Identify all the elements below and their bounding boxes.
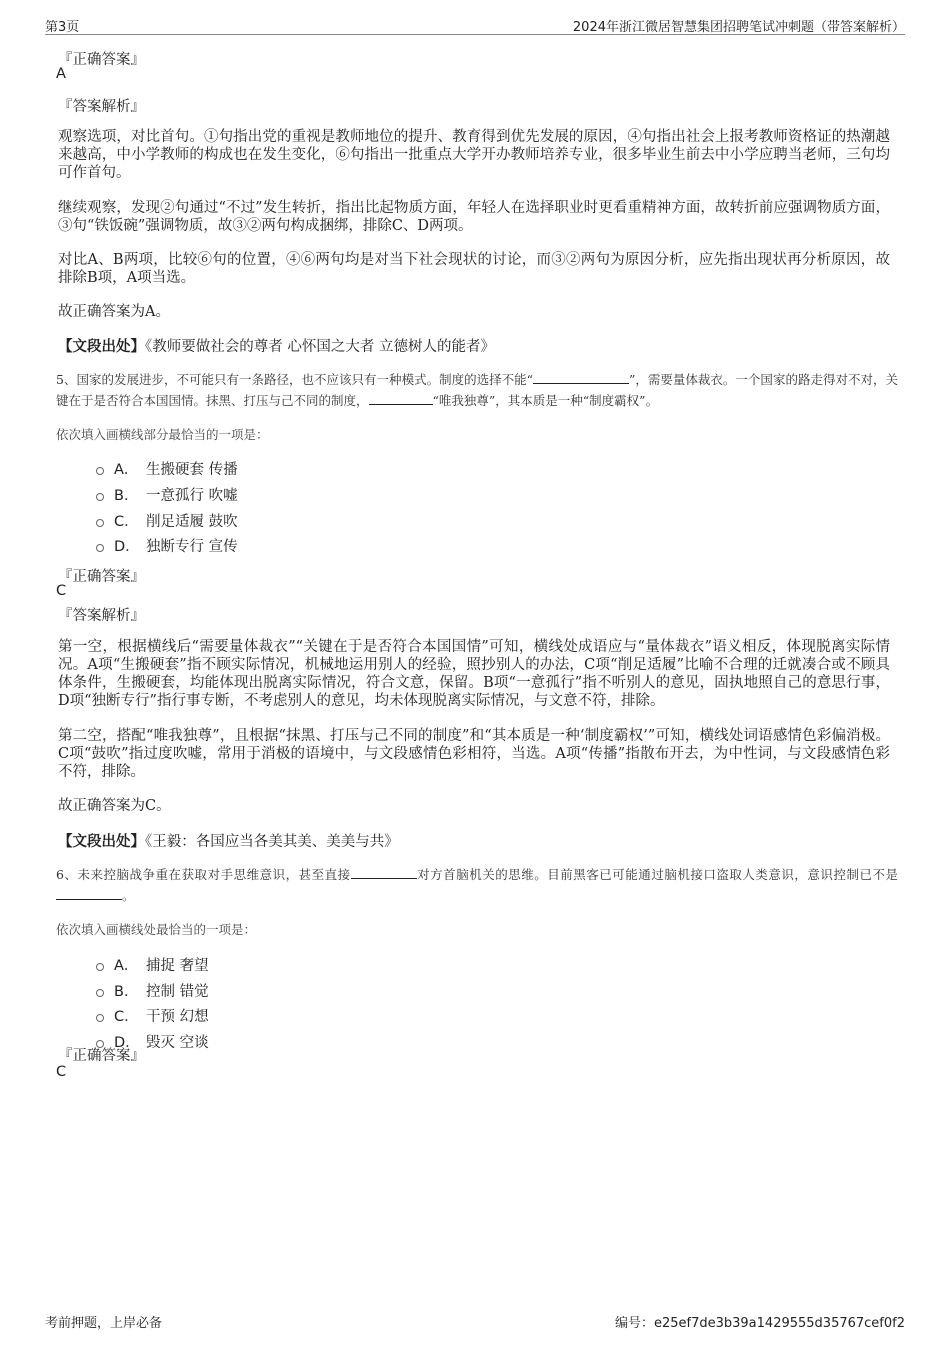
- q4-conclusion: 故正确答案为A。: [58, 304, 170, 320]
- q5-analysis-p2: 第二空，搭配“唯我独尊”，且根据“抹黑、打压与己不同的制度”和“其本质是一种‘制度霸权’”可知，横线处词语感情色彩偏消极。C项“鼓吹”指过度吹嘘，常用于消极的语境中，与文段感情色彩相符，当选。A项“传播”指散布开去，为中性词，与文段感情色彩不符，排除。: [58, 728, 890, 780]
- q6-instruction: 依次填入画横线处最恰当的一项是：: [56, 922, 257, 937]
- q6-stem: 6、未来控脑战争重在获取对手思维意识，甚至直接 对方首脑机关的思维。目前黑客已可能通过脑机接口盗取人类意识，意识控制已不是。: [56, 867, 898, 903]
- q5-option-d[interactable]: D． 独断专行 宣传: [96, 535, 238, 555]
- q5-stem: 5、国家的发展进步，不可能只有一条路径，也不应该只有一种模式。制度的选择不能“ ”，需要量体裁衣。一个国家的路走得对不对，关键在于是否符合本国国情。抹黑、打压与己不同的制度， “唯我独尊”，其本质是一种“制度霸权”。: [56, 372, 898, 408]
- q5-instruction: 依次填入画横线部分最恰当的一项是：: [56, 427, 269, 442]
- q5-option-b[interactable]: B． 一意孤行 吹嘘: [96, 484, 238, 504]
- radio-icon[interactable]: [96, 493, 104, 501]
- q6-blank-2: [56, 887, 122, 900]
- radio-icon[interactable]: [96, 467, 104, 475]
- document-title: 2024年浙江微居智慧集团招聘笔试冲刺题（带答案解析）: [572, 20, 905, 35]
- q5-blank-1: [533, 371, 629, 384]
- q4-source-title: 《教师要做社会的尊者 心怀国之大者 立德树人的能者》: [145, 339, 495, 355]
- q5-analysis-p1: 第一空，根据横线后“需要量体裁衣”“关键在于是否符合本国国情”可知，横线处成语应与“量体裁衣”语义相反，体现脱离实际情况。A项“生搬硬套”指不顾实际情况，机械地运用别人的经验，照抄别人的办法，C项“削足适履”比喻不合理的迁就凑合或不顾具体条件，生搬硬套，均能体现出脱离实际情况，符合文意，保留。B项“一意孤行”指不听别人的意见，固执地照自己的意思行事，D项“独断专行”指行事专断，不考虑别人的意见，均未体现脱离实际情况，与文意不符，排除。: [58, 639, 890, 709]
- q6-option-d[interactable]: D． 毁灭 空谈: [96, 1031, 209, 1051]
- page-number: 第3页: [45, 20, 80, 35]
- q5-source: [58, 830, 399, 851]
- q4-analysis-p3: 对比A、B两项，比较⑥句的位置，④⑥两句均是对当下社会现状的讨论，而③②两句为原因分析，应先指出现状再分析原因，故排除B项，A项当选。: [58, 252, 890, 286]
- q4-source: [58, 335, 495, 356]
- q6-option-c[interactable]: C． 干预 幻想: [96, 1005, 209, 1025]
- q6-option-b[interactable]: B． 控制 错觉: [96, 980, 209, 1000]
- q4-analysis-label: 『答案解析』: [58, 99, 145, 115]
- radio-icon[interactable]: [96, 1014, 104, 1022]
- document-id: 编号：e25ef7de3b39a1429555d35767cef0f2: [614, 1316, 905, 1331]
- q4-analysis-p2: 继续观察，发现②句通过“不过”发生转折，指出比起物质方面，年轻人在选择职业时更看重精神方面，故转折前应强调物质方面，③句“铁饭碗”强调物质，故③②两句构成捆绑，排除C、D两项。: [58, 200, 890, 234]
- q4-source-label: 【文段出处】: [58, 338, 145, 355]
- radio-icon[interactable]: [96, 519, 104, 527]
- q6-answer: C: [56, 1064, 67, 1080]
- q6-answer-label: 『正确答案』: [58, 1048, 145, 1064]
- q4-answer-label: 『正确答案』: [58, 52, 145, 68]
- page-header: [45, 14, 905, 35]
- radio-icon[interactable]: [96, 989, 104, 997]
- q5-source-label: 【文段出处】: [58, 833, 145, 850]
- q5-source-title: 《王毅：各国应当各美其美、美美与共》: [145, 834, 399, 850]
- q6-option-a[interactable]: A． 捕捉 奢望: [96, 954, 209, 974]
- q5-answer: C: [56, 583, 67, 599]
- q5-option-a[interactable]: A． 生搬硬套 传播: [96, 458, 238, 478]
- radio-icon[interactable]: [96, 544, 104, 552]
- q5-blank-2: [369, 392, 433, 405]
- q5-analysis-label: 『答案解析』: [58, 608, 145, 624]
- q4-answer: A: [56, 66, 66, 82]
- footer-slogan: 考前押题，上岸必备: [45, 1316, 163, 1331]
- radio-icon[interactable]: [96, 963, 104, 971]
- q4-analysis-p1: 观察选项，对比首句。①句指出党的重视是教师地位的提升、教育得到优先发展的原因，④句指出社会上报考教师资格证的热潮越来越高，中小学教师的构成也在发生变化，⑥句指出一批重点大学开办教师培养专业，很多毕业生前去中小学应聘当老师，三句均可作首句。: [58, 129, 890, 181]
- q5-option-c[interactable]: C． 削足适履 鼓吹: [96, 510, 238, 530]
- q5-answer-label: 『正确答案』: [58, 569, 145, 585]
- q5-conclusion: 故正确答案为C。: [58, 798, 171, 814]
- q6-blank-1: [351, 866, 417, 879]
